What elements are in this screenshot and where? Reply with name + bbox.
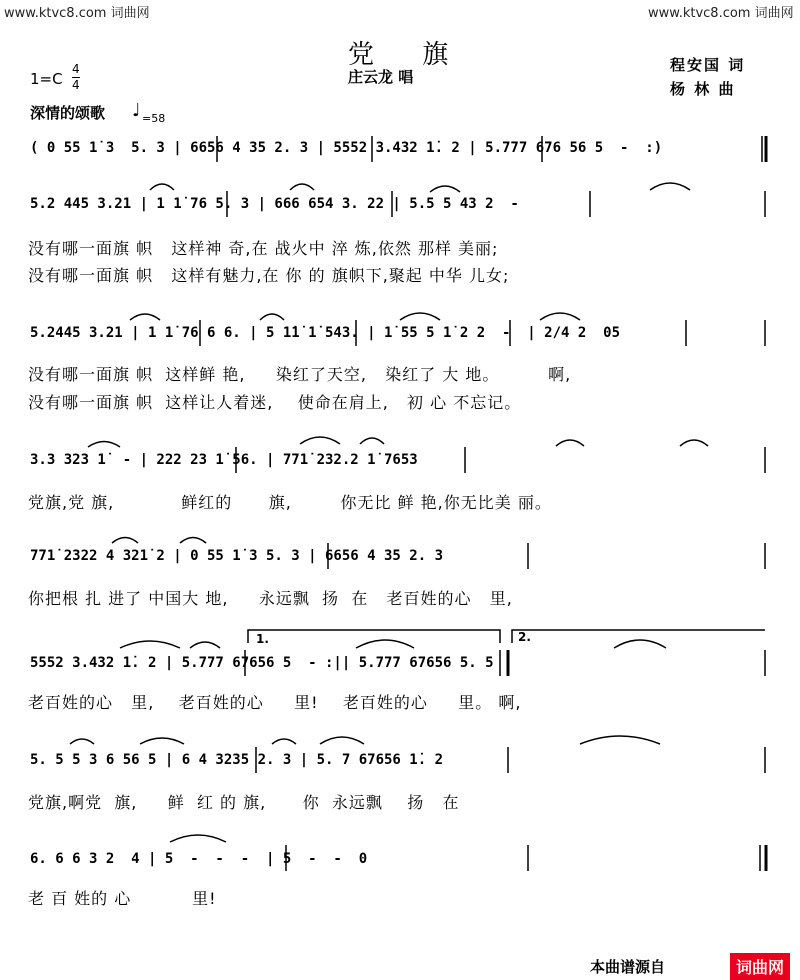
time-signature-bottom: 4: [72, 78, 80, 92]
lyricist: 程安国 词: [670, 56, 746, 74]
expression-marking: 深情的颂歌: [30, 104, 106, 122]
notation-line-2: 5.2 445 3.21 | 1 1̇ 76 5. 3 | 666 654 3. 22 | 5.5 5 43 2 -: [30, 196, 519, 212]
notation-line-7: 5. 5 5 3 6 56 5 | 6 4 3235 2. 3 | 5. 7 67656 1̇. 2: [30, 752, 444, 768]
notation-line-1: ( 0 55 1̇ 3 5. 3 | 6656 4 35 2. 3 | 5552 3.432 1̇. 2 | 5.777 676 56 5 - :): [30, 140, 663, 156]
tempo-marking: =58: [142, 112, 166, 125]
singer: 庄云龙 唱: [348, 68, 414, 86]
lyric-line-2b: 没有哪一面旗 帜 这样有魅力,在 你 的 旗帜下,聚起 中华 儿女;: [28, 266, 510, 285]
lyric-line-5: 你把根 扎 进了 中国大 地, 永远飘 扬 在 老百姓的心 里,: [28, 589, 513, 608]
watermark-left: www.ktvc8.com 词曲网: [4, 6, 150, 21]
lyric-line-3a: 没有哪一面旗 帜 这样鲜 艳, 染红了天空, 染红了 大 地。 啊,: [28, 365, 572, 384]
source-note: 本曲谱源自: [590, 958, 666, 976]
quarter-note-icon: ♩: [132, 100, 141, 121]
key-signature: 1=C: [30, 70, 63, 88]
notation-line-6: 5552 3.432 1̇. 2 | 5.777 67656 5 - :|| 5.777 67656 5. 5: [30, 655, 494, 671]
notation-line-5: 771̇ 2322 4 321̇ 2 | 0 55 1̇ 3 5. 3 | 6656 4 35 2. 3: [30, 548, 444, 564]
volta-2-label: 2.: [518, 630, 531, 644]
notation-line-3: 5.2445 3.21 | 1 1̇ 76 6 6. | 5 1̇1̇ 1̇ 543. | 1̇ 55 5 1̇ 2 2 - | 2/4 2 05: [30, 325, 621, 341]
notation-line-4: 3.3 323 1̇ - | 222 23 1̇ 56. | 771̇ 232.2 1̇ 7653: [30, 452, 418, 468]
lyric-line-2a: 没有哪一面旗 帜 这样神 奇,在 战火中 淬 炼,依然 那样 美丽;: [28, 239, 499, 258]
time-signature-top: 4: [72, 62, 80, 76]
lyric-line-4: 党旗,党 旗, 鲜红的 旗, 你无比 鲜 艳,你无比美 丽。: [28, 493, 552, 512]
composer: 杨 林 曲: [670, 80, 736, 98]
notation-line-8: 6. 6 6 3 2 4 | 5 - - - | 5 - - 0: [30, 851, 368, 867]
site-badge[interactable]: 词曲网: [730, 953, 790, 980]
lyric-line-3b: 没有哪一面旗 帜 这样让人着迷, 使命在肩上, 初 心 不忘记。: [28, 393, 522, 412]
song-title: 党 旗: [348, 40, 469, 70]
lyric-line-7: 党旗,啊党 旗, 鲜 红 的 旗, 你 永远飘 扬 在: [28, 793, 460, 812]
lyric-line-8: 老 百 姓的 心 里!: [28, 889, 217, 908]
lyric-line-6: 老百姓的心 里, 老百姓的心 里! 老百姓的心 里。 啊,: [28, 693, 522, 712]
volta-1-label: 1.: [256, 632, 269, 646]
watermark-right: www.ktvc8.com 词曲网: [648, 6, 794, 21]
